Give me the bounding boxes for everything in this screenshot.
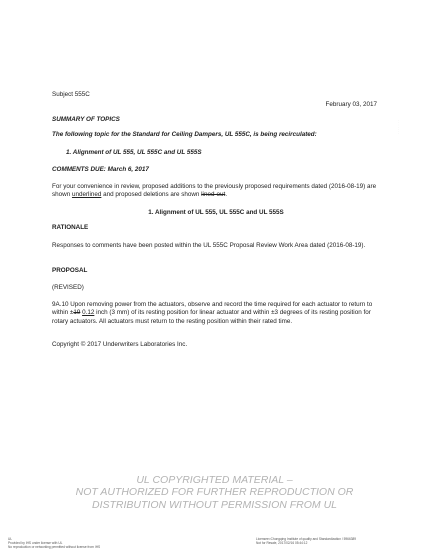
watermark-line-3: DISTRIBUTION WITHOUT PERMISSION FROM UL — [91, 498, 337, 511]
summary-topic-item: 1. Alignment of UL 555, UL 555C and UL 555S — [66, 149, 202, 156]
proposal-text-end: inch (3 mm) of its resting position for linear actuator and within ±3 degrees of its resting position for rotary actuators. All actuators must return to the resting position within their rated time. — [52, 309, 371, 325]
struck-example: lined-out — [201, 191, 226, 199]
convenience-note — [52, 183, 380, 200]
footer-left-line-1: UL — [8, 537, 13, 541]
footer-left-line-3: No reproduction or networking permitted without license from IHS — [8, 545, 101, 550]
side-margin-mark: · · · · · · · — [397, 120, 401, 135]
convenience-text-3: . — [225, 191, 228, 199]
summary-intro: The following topic for the Standard for Ceiling Dampers, UL 555C, is being recirculated: — [52, 131, 317, 138]
comments-due: COMMENTS DUE: March 6, 2017 — [52, 166, 149, 173]
footer-right-line-1: Licensee=Chongqing Institute of quality and Standardization / 5966389 — [256, 537, 357, 541]
revised-label: (REVISED) — [52, 284, 84, 291]
footer-left — [8, 537, 100, 550]
footer-left-line-2: Provided by IHS under license with UL — [8, 541, 63, 546]
convenience-text-2: and proposed deletions are shown — [101, 191, 202, 199]
watermark-line-1: UL COPYRIGHTED MATERIAL – — [136, 474, 293, 486]
footer-right-line-2: Not for Resale, 2017/02/16 05:44:12 — [256, 541, 308, 546]
topic-heading: 1. Alignment of UL 555, UL 555C and UL 555S — [148, 209, 284, 216]
deleted-value: 19 — [73, 309, 81, 317]
rationale-heading: RATIONALE — [52, 224, 89, 231]
proposal-heading: PROPOSAL — [52, 267, 88, 274]
proposal-text-start: 9A.10 Upon removing power from the actuators, observe and record the time required for each actuator to return to within ± — [52, 301, 373, 317]
underlined-example: underlined — [71, 191, 102, 199]
proposal-paragraph — [52, 301, 382, 326]
watermark-line-2: NOT AUTHORIZED FOR FURTHER REPRODUCTION OR — [75, 486, 354, 499]
rationale-text: Responses to comments have been posted within the UL 555C Proposal Review Work Area dated (2016-08-19). — [52, 242, 366, 249]
copyright-notice: Copyright © 2017 Underwriters Laboratories Inc. — [52, 341, 188, 348]
footer-right — [256, 537, 356, 545]
inserted-value: 0.12 — [82, 309, 95, 317]
subject-line: Subject 555C — [52, 91, 90, 98]
summary-title: SUMMARY OF TOPICS — [52, 116, 120, 123]
convenience-text-1: For your convenience in review, proposed additions to the previously proposed requirements dated (2016-08-19) are shown — [52, 183, 377, 199]
copyright-watermark — [40, 474, 389, 511]
document-date: February 03, 2017 — [325, 101, 377, 108]
